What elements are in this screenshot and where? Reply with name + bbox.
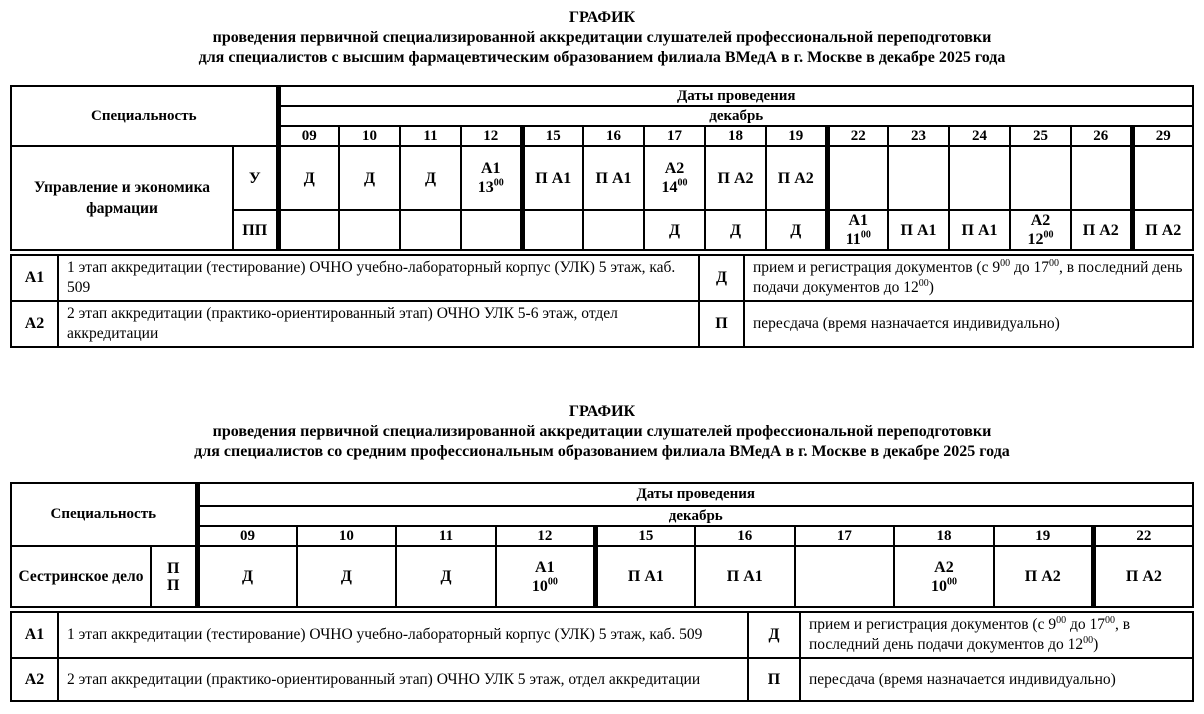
schedule-cell: Д <box>278 146 339 210</box>
legend-table-nursing <box>10 611 1194 702</box>
schedule-section-pharmacy <box>0 0 1204 348</box>
schedule-cell: П А2 <box>994 546 1094 607</box>
legend-desc-cell: 1 этап аккредитации (тестирование) ОЧНО учебно-лабораторный корпус (УЛК) 5 этаж, каб. 509 <box>58 612 748 658</box>
specialty-header-cell: Специальность <box>11 483 197 546</box>
month-header-cell: декабрь <box>197 506 1193 526</box>
schedule-cell <box>522 210 583 250</box>
schedule-cell: Д <box>197 546 297 607</box>
schedule-cell <box>827 146 888 210</box>
date-header-cell: 09 <box>278 126 339 146</box>
schedule-cell: Д <box>396 546 496 607</box>
date-header-cell: 18 <box>894 526 994 546</box>
legend-desc-cell: 2 этап аккредитации (практико-ориентированный этап) ОЧНО УЛК 5 этаж, отдел аккредитации <box>58 658 748 701</box>
date-header-cell: 11 <box>396 526 496 546</box>
date-header-cell: 19 <box>994 526 1094 546</box>
title-line-2: проведения первичной специализированной аккредитации слушателей профессиональной переподготовки <box>212 423 992 440</box>
schedule-cell <box>795 546 895 607</box>
schedule-cell: П А1 <box>695 546 795 607</box>
schedule-cell: А2 $12^{00}$ <box>1010 210 1071 250</box>
date-header-cell: 10 <box>339 126 400 146</box>
dates-header-cell: Даты проведения <box>278 86 1193 106</box>
schedule-cell: А1 $10^{00}$ <box>496 546 596 607</box>
schedule-cell: П А1 <box>888 210 949 250</box>
schedule-cell <box>1132 146 1193 210</box>
legend-key-cell: П <box>748 658 800 701</box>
schedule-cell: П А1 <box>583 146 644 210</box>
track-label-cell: У <box>233 146 278 210</box>
legend-table-pharmacy <box>10 254 1194 348</box>
schedule-cell <box>278 210 339 250</box>
date-header-cell: 15 <box>595 526 695 546</box>
schedule-cell: А2 $14^{00}$ <box>644 146 705 210</box>
schedule-section-nursing <box>0 402 1204 702</box>
schedule-table-pharmacy <box>10 85 1194 251</box>
legend-key-cell: П <box>699 301 744 347</box>
date-header-cell: 16 <box>583 126 644 146</box>
legend-key-cell: Д <box>699 255 744 301</box>
schedule-cell: П А2 <box>1071 210 1132 250</box>
legend-desc-cell: прием и регистрация документов (с $9^{00}$ до $17^{00}$, в последний день подачи документов до $12^{00}$) <box>800 612 1193 658</box>
title-line-1: ГРАФИК <box>568 403 636 420</box>
specialty-name-cell: Сестринское дело <box>11 546 151 607</box>
legend-key-cell: А2 <box>11 301 58 347</box>
schedule-cell: Д <box>705 210 766 250</box>
legend-desc-cell: пересдача (время назначается индивидуально) <box>744 301 1193 347</box>
schedule-cell: П А2 <box>1132 210 1193 250</box>
schedule-table-nursing <box>10 482 1194 608</box>
legend-desc-cell: прием и регистрация документов (с $9^{00}$ до $17^{00}$, в последний день подачи документов до $12^{00}$) <box>744 255 1193 301</box>
date-header-cell: 18 <box>705 126 766 146</box>
specialty-header-cell: Специальность <box>11 86 278 146</box>
legend-key-cell: А1 <box>11 612 58 658</box>
legend-desc-cell: 2 этап аккредитации (практико-ориентированный этап) ОЧНО УЛК 5-6 этаж, отдел аккредитации <box>58 301 699 347</box>
schedule-cell: П А1 <box>595 546 695 607</box>
schedule-cell: Д <box>297 546 397 607</box>
date-header-cell: 17 <box>795 526 895 546</box>
schedule-cell <box>888 146 949 210</box>
date-header-cell: 12 <box>496 526 596 546</box>
date-header-cell: 29 <box>1132 126 1193 146</box>
schedule-cell: А1 $13^{00}$ <box>461 146 522 210</box>
date-header-cell: 16 <box>695 526 795 546</box>
date-header-cell: 22 <box>1093 526 1193 546</box>
schedule-cell <box>583 210 644 250</box>
schedule-cell: П А2 <box>1093 546 1193 607</box>
legend-desc-cell: пересдача (время назначается индивидуально) <box>800 658 1193 701</box>
schedule-cell: Д <box>339 146 400 210</box>
date-header-cell: 23 <box>888 126 949 146</box>
legend-key-cell: А2 <box>11 658 58 701</box>
schedule-cell <box>1071 146 1132 210</box>
schedule-title-nursing <box>0 402 1204 462</box>
schedule-cell <box>1010 146 1071 210</box>
date-header-cell: 26 <box>1071 126 1132 146</box>
date-header-cell: 17 <box>644 126 705 146</box>
schedule-cell: П А2 <box>705 146 766 210</box>
date-header-cell: 12 <box>461 126 522 146</box>
schedule-cell: А1 $11^{00}$ <box>827 210 888 250</box>
schedule-cell: П А2 <box>766 146 827 210</box>
track-label-cell: ПП <box>233 210 278 250</box>
date-header-cell: 15 <box>522 126 583 146</box>
title-line-3: для специалистов с высшим фармацевтическим образованием филиала ВМедА в г. Москве в декабре 2025 года <box>198 49 1006 66</box>
schedule-cell <box>461 210 522 250</box>
schedule-cell: Д <box>644 210 705 250</box>
specialty-name-cell: Управление и экономика фармации <box>11 146 233 250</box>
date-header-cell: 09 <box>197 526 297 546</box>
schedule-cell <box>949 146 1010 210</box>
month-header-cell: декабрь <box>278 106 1193 126</box>
schedule-cell: П А1 <box>522 146 583 210</box>
schedule-cell: Д <box>400 146 461 210</box>
track-label-cell: П П <box>151 546 197 607</box>
schedule-cell: П А1 <box>949 210 1010 250</box>
schedule-cell <box>400 210 461 250</box>
legend-desc-cell: 1 этап аккредитации (тестирование) ОЧНО учебно-лабораторный корпус (УЛК) 5 этаж, каб. 509 <box>58 255 699 301</box>
legend-key-cell: Д <box>748 612 800 658</box>
dates-header-cell: Даты проведения <box>197 483 1193 506</box>
title-line-2: проведения первичной специализированной аккредитации слушателей профессиональной переподготовки <box>212 29 992 46</box>
schedule-cell: Д <box>766 210 827 250</box>
title-line-1: ГРАФИК <box>568 9 636 26</box>
title-line-3: для специалистов со средним профессиональным образованием филиала ВМедА в г. Москве в декабре 2025 года <box>194 443 1010 460</box>
date-header-cell: 24 <box>949 126 1010 146</box>
date-header-cell: 19 <box>766 126 827 146</box>
date-header-cell: 22 <box>827 126 888 146</box>
date-header-cell: 25 <box>1010 126 1071 146</box>
date-header-cell: 10 <box>297 526 397 546</box>
legend-key-cell: А1 <box>11 255 58 301</box>
date-header-cell: 11 <box>400 126 461 146</box>
schedule-cell: А2 $10^{00}$ <box>894 546 994 607</box>
schedule-cell <box>339 210 400 250</box>
schedule-title-pharmacy <box>0 8 1204 68</box>
